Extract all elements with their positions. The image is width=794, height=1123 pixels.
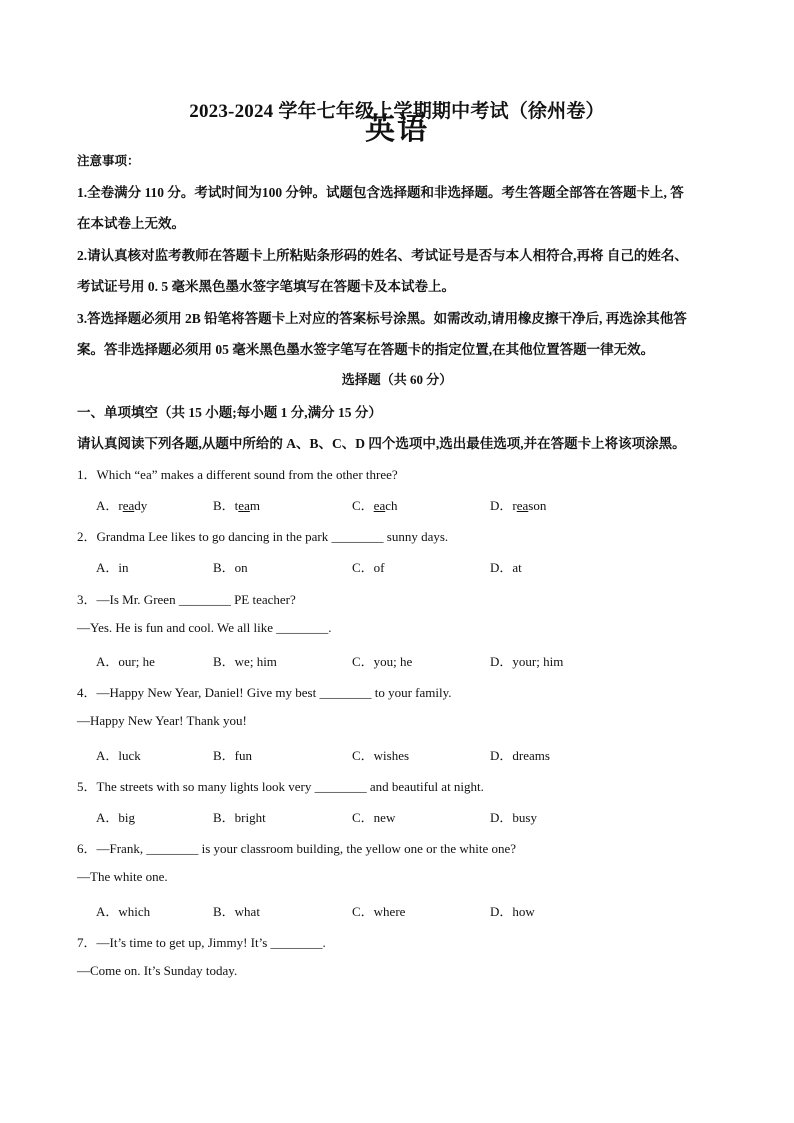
q5-option-d: D．busy [490, 810, 537, 825]
q1-option-a: A．ready [96, 498, 148, 513]
q3-option-a: A．our; he [96, 654, 155, 669]
question-7-stem: 7．—It’s time to get up, Jimmy! It’s ________. [77, 935, 326, 950]
subject-title: 英语 [365, 113, 429, 146]
q4-option-b: B．fun [213, 748, 253, 763]
note-2-line-2: 考试证号用 0. 5 毫米黑色墨水签字笔填写在答题卡及本试卷上。 [77, 279, 455, 294]
note-3-line-2: 案。答非选择题必须用 05 毫米黑色墨水签字笔写在答题卡的指定位置,在其他位置答题一律无效。 [77, 342, 655, 357]
question-3-stem: 3．—Is Mr. Green ________ PE teacher? [77, 592, 296, 607]
q3-option-d: D．your; him [490, 654, 564, 669]
part-1-instruction: 请认真阅读下列各题,从题中所给的 A、B、C、D 四个选项中,选出最佳选项,并在答题卡上将该项涂黑。 [77, 436, 686, 451]
question-7-reply: —Come on. It’s Sunday today. [77, 963, 238, 978]
question-4-reply: —Happy New Year! Thank you! [77, 713, 247, 728]
q5-option-c: C．new [352, 810, 396, 825]
q6-option-d: D．how [490, 904, 535, 919]
q6-option-c: C．where [352, 904, 406, 919]
q1-option-c: C．each [352, 498, 398, 513]
note-1-line-2: 在本试卷上无效。 [77, 216, 185, 231]
question-4-stem: 4．—Happy New Year, Daniel! Give my best ________ to your family. [77, 685, 452, 700]
q4-option-d: D．dreams [490, 748, 550, 763]
notes-heading: 注意事项： [77, 154, 140, 168]
note-3-line-1: 3.答选择题必须用 2B 铅笔将答题卡上对应的答案标号涂黑。如需改动,请用橡皮擦干净后, 再选涂其他答 [77, 311, 687, 326]
question-1-stem: 1．Which “ea” makes a different sound from the other three? [77, 467, 398, 482]
note-2-line-1: 2.请认真核对监考教师在答题卡上所粘贴条形码的姓名、考试证号是否与本人相符合,再将 自己的姓名、 [77, 248, 688, 263]
q2-option-b: B．on [213, 560, 248, 575]
q3-option-c: C．you; he [352, 654, 413, 669]
question-3-reply: —Yes. He is fun and cool. We all like ________. [77, 620, 332, 635]
q1-option-b: B．team [213, 498, 260, 513]
q2-option-d: D．at [490, 560, 522, 575]
part-1-heading: 一、单项填空（共 15 小题;每小题 1 分,满分 15 分） [77, 405, 382, 420]
note-1-line-1: 1.全卷满分 110 分。考试时间为100 分钟。试题包含选择题和非选择题。考生答题全部答在答题卡上, 答 [77, 185, 684, 200]
question-2-stem: 2．Grandma Lee likes to go dancing in the park ________ sunny days. [77, 529, 449, 544]
question-6-reply: —The white one. [77, 869, 168, 884]
q3-option-b: B．we; him [213, 654, 277, 669]
q5-option-a: A．big [96, 810, 136, 825]
q6-option-b: B．what [213, 904, 260, 919]
q4-option-c: C．wishes [352, 748, 410, 763]
q2-option-c: C．of [352, 560, 385, 575]
section-title: 选择题（共 60 分） [341, 372, 453, 387]
question-5-stem: 5．The streets with so many lights look very ________ and beautiful at night. [77, 779, 484, 794]
q4-option-a: A．luck [96, 748, 141, 763]
q2-option-a: A．in [96, 560, 129, 575]
q6-option-a: A．which [96, 904, 151, 919]
exam-title: 2023-2024 学年七年级上学期期中考试（徐州卷） [189, 101, 605, 122]
q5-option-b: B．bright [213, 810, 266, 825]
question-6-stem: 6．—Frank, ________ is your classroom building, the yellow one or the white one? [77, 841, 517, 856]
q1-option-d: D．reason [490, 498, 547, 513]
